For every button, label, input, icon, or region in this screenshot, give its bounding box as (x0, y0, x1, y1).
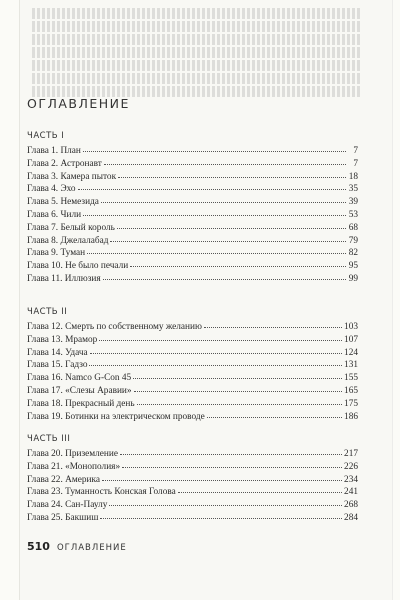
chapter-page-number: 7 (353, 146, 358, 156)
chapter-title: Глава 20. Приземление (27, 449, 118, 459)
dot-leader (102, 472, 342, 481)
dot-leader (178, 484, 342, 493)
chapter-title: Глава 12. Смерть по собственному желанию (27, 322, 202, 332)
chapter-title: Глава 2. Астронавт (27, 158, 102, 169)
dot-leader (110, 233, 346, 242)
chapter-page-number: 155 (344, 373, 358, 384)
dot-leader (83, 143, 346, 152)
chapter-title: Глава 5. Немезида (27, 197, 99, 208)
toc-entry (27, 410, 358, 423)
chapter-title: Глава 9. Туман (27, 248, 86, 259)
chapter-title: Глава 1. План (27, 146, 81, 156)
chapter-title: Глава 7. Белый король (27, 222, 115, 233)
chapter-page-number: 131 (344, 360, 358, 371)
chapter-page-number: 124 (344, 347, 358, 358)
chapter-page-number: 175 (344, 398, 358, 409)
chapter-title: Глава 22. Америка (27, 474, 100, 485)
dot-leader (89, 357, 342, 366)
dot-leader (134, 383, 342, 392)
running-footer: ОГЛАВЛЕНИЕ (56, 543, 127, 553)
chapter-page-number: 103 (344, 322, 358, 332)
chapter-title: Глава 24. Сан-Паулу (27, 500, 108, 511)
chapter-page-number: 39 (348, 197, 358, 208)
chapter-title: Глава 3. Камера пыток (27, 171, 117, 182)
chapter-page-number: 35 (348, 184, 358, 195)
dot-leader (137, 396, 342, 405)
dot-leader (109, 497, 342, 506)
dot-leader (204, 319, 342, 328)
chapter-page-number: 186 (344, 411, 358, 422)
chapter-title: Глава 21. «Монополия» (27, 461, 121, 472)
chapter-page-number: 79 (348, 235, 358, 246)
toc-entry (27, 511, 358, 524)
dot-leader (133, 370, 342, 379)
toc-entry (27, 272, 358, 285)
toc-part-2 (27, 320, 358, 422)
chapter-title: Глава 6. Чили (27, 209, 82, 220)
dot-leader (117, 220, 346, 229)
chapter-page-number: 7 (353, 158, 358, 169)
dot-leader (118, 169, 346, 178)
chapter-title: Глава 16. Namco G-Con 45 (27, 373, 132, 384)
chapter-page-number: 107 (344, 334, 358, 345)
dot-leader (99, 332, 342, 341)
dot-leader (104, 156, 346, 165)
dot-leader (120, 446, 342, 455)
chapter-page-number: 165 (344, 385, 358, 396)
chapter-page-number: 18 (348, 171, 358, 182)
chapter-page-number: 99 (348, 273, 358, 284)
chapter-page-number: 226 (344, 461, 358, 472)
dot-leader (78, 181, 346, 190)
chapter-page-number: 95 (348, 261, 358, 272)
dot-leader (87, 245, 346, 254)
chapter-title: Глава 15. Гадзо (27, 360, 88, 371)
dot-leader (100, 510, 342, 519)
page-number: 510 (27, 540, 50, 553)
dot-leader (207, 409, 342, 418)
chapter-page-number: 268 (344, 500, 358, 511)
chapter-title: Глава 25. Бакшиш (27, 512, 99, 523)
part-heading-1: ЧАСТЬ I (27, 131, 65, 141)
chapter-page-number: 241 (344, 487, 358, 498)
show-through-text (30, 6, 360, 98)
chapter-page-number: 68 (348, 222, 358, 233)
dot-leader (103, 271, 346, 280)
dot-leader (101, 194, 346, 203)
dot-leader (83, 207, 346, 216)
page-title: ОГЛАВЛЕНИЕ (27, 96, 130, 111)
chapter-title: Глава 18. Прекрасный день (27, 398, 135, 409)
chapter-title: Глава 23. Туманность Конская Голова (27, 487, 176, 498)
dot-leader (130, 258, 346, 267)
toc-part-3 (27, 447, 358, 524)
chapter-title: Глава 17. «Слезы Аравии» (27, 385, 132, 396)
chapter-page-number: 217 (344, 449, 358, 459)
chapter-title: Глава 13. Мрамор (27, 334, 98, 345)
toc-part-1 (27, 144, 358, 285)
chapter-title: Глава 4. Эхо (27, 184, 76, 195)
chapter-page-number: 234 (344, 474, 358, 485)
dot-leader (122, 459, 342, 468)
part-heading-3: ЧАСТЬ III (27, 434, 71, 444)
dot-leader (90, 345, 342, 354)
page-footer (27, 540, 127, 553)
chapter-title: Глава 11. Иллюзия (27, 273, 101, 284)
chapter-page-number: 82 (348, 248, 358, 259)
part-heading-2: ЧАСТЬ II (27, 307, 68, 317)
chapter-title: Глава 8. Джелалабад (27, 235, 109, 246)
chapter-page-number: 53 (348, 209, 358, 220)
chapter-title: Глава 14. Удача (27, 347, 88, 358)
chapter-title: Глава 19. Ботинки на электрическом проводе (27, 411, 205, 422)
chapter-page-number: 284 (344, 512, 358, 523)
chapter-title: Глава 10. Не было печали (27, 261, 129, 272)
